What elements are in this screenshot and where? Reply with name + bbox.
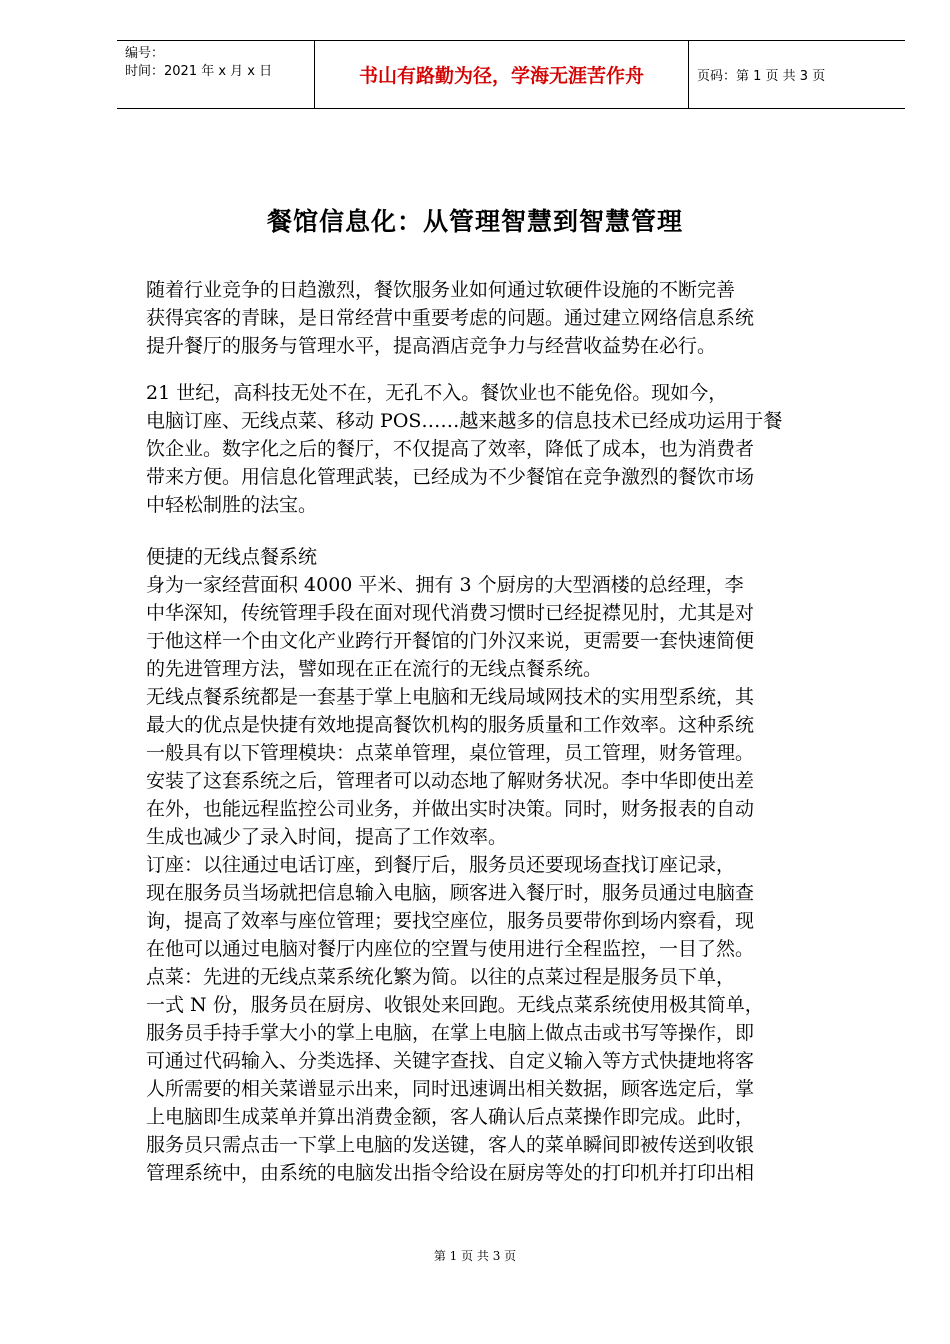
header-meta-cell xyxy=(117,41,315,108)
text-line: 身为一家经营面积 4000 平米、拥有 3 个厨房的大型酒楼的总经理，李 xyxy=(146,574,744,596)
text-line: 订座：以往通过电话订座，到餐厅后，服务员还要现场查找订座记录， xyxy=(146,854,736,876)
paragraph-21st-century xyxy=(146,379,866,519)
text-line: 可通过代码输入、分类选择、关键字查找、自定义输入等方式快捷地将客 xyxy=(146,1050,755,1072)
text-line: 安装了这套系统之后，管理者可以动态地了解财务状况。李中华即使出差 xyxy=(146,770,755,792)
text-line: 在外，也能远程监控公司业务，并做出实时决策。同时，财务报表的自动 xyxy=(146,798,755,820)
text-line: 管理系统中，由系统的电脑发出指令给设在厨房等处的打印机并打印出相 xyxy=(146,1162,755,1184)
text-line: 于他这样一个由文化产业跨行开餐馆的门外汉来说，更需要一套快速简便 xyxy=(146,630,755,652)
document-header xyxy=(117,40,905,109)
section-heading: 便捷的无线点餐系统 xyxy=(146,546,318,568)
text-line: 中轻松制胜的法宝。 xyxy=(146,494,318,516)
page-footer: 第 1 页 共 3 页 xyxy=(433,1249,517,1263)
text-line: 获得宾客的青睐，是日常经营中重要考虑的问题。通过建立网络信息系统 xyxy=(146,307,755,329)
text-line: 上电脑即生成菜单并算出消费金额，客人确认后点菜操作即完成。此时， xyxy=(146,1106,755,1128)
header-page-info: 页码：第 1 页 共 3 页 xyxy=(697,69,826,84)
text-line: 饮企业。数字化之后的餐厅，不仅提高了效率，降低了成本，也为消费者 xyxy=(146,438,755,460)
text-line: 带来方便。用信息化管理武装，已经成为不少餐馆在竞争激烈的餐饮市场 xyxy=(146,466,755,488)
text-line: 一般具有以下管理模块：点菜单管理，桌位管理，员工管理，财务管理。 xyxy=(146,742,755,764)
text-line: 随着行业竞争的日趋激烈，餐饮服务业如何通过软硬件设施的不断完善 xyxy=(146,279,736,301)
section-wireless-ordering xyxy=(146,571,866,1187)
text-line: 一式 N 份，服务员在厨房、收银处来回跑。无线点菜系统使用极其简单， xyxy=(146,994,764,1016)
document-title: 餐馆信息化：从管理智慧到智慧管理 xyxy=(266,207,683,236)
text-line: 现在服务员当场就把信息输入电脑，顾客进入餐厅时，服务员通过电脑查 xyxy=(146,882,755,904)
text-line: 中华深知，传统管理手段在面对现代消费习惯时已经捉襟见肘，尤其是对 xyxy=(146,602,755,624)
header-motto: 书山有路勤为径，学海无涯苦作舟 xyxy=(315,41,689,108)
text-line: 生成也减少了录入时间，提高了工作效率。 xyxy=(146,826,508,848)
text-line: 提升餐厅的服务与管理水平，提高酒店竞争力与经营收益势在必行。 xyxy=(146,335,717,357)
text-line: 最大的优点是快捷有效地提高餐饮机构的服务质量和工作效率。这种系统 xyxy=(146,714,755,736)
document-number-label: 编号： xyxy=(125,46,165,61)
text-line: 服务员只需点击一下掌上电脑的发送键，客人的菜单瞬间即被传送到收银 xyxy=(146,1134,755,1156)
text-line: 在他可以通过电脑对餐厅内座位的空置与使用进行全程监控，一目了然。 xyxy=(146,938,755,960)
document-date-label: 时间：2021 年 x 月 x 日 xyxy=(125,64,273,79)
text-line: 人所需要的相关菜谱显示出来，同时迅速调出相关数据，顾客选定后，掌 xyxy=(146,1078,755,1100)
text-line: 询，提高了效率与座位管理；要找空座位，服务员要带你到场内察看，现 xyxy=(146,910,755,932)
text-line: 电脑订座、无线点菜、移动 POS……越来越多的信息技术已经成功运用于餐 xyxy=(146,410,783,432)
text-line: 服务员手持手掌大小的掌上电脑，在掌上电脑上做点击或书写等操作，即 xyxy=(146,1022,755,1044)
text-line: 的先进管理方法，譬如现在正在流行的无线点餐系统。 xyxy=(146,658,603,680)
text-line: 点菜：先进的无线点菜系统化繁为简。以往的点菜过程是服务员下单， xyxy=(146,966,736,988)
text-line: 21 世纪，高科技无处不在，无孔不入。餐饮业也不能免俗。现如今， xyxy=(146,382,728,404)
text-line: 无线点餐系统都是一套基于掌上电脑和无线局域网技术的实用型系统，其 xyxy=(146,686,755,708)
document-body xyxy=(146,276,866,1187)
paragraph-intro xyxy=(146,276,866,360)
